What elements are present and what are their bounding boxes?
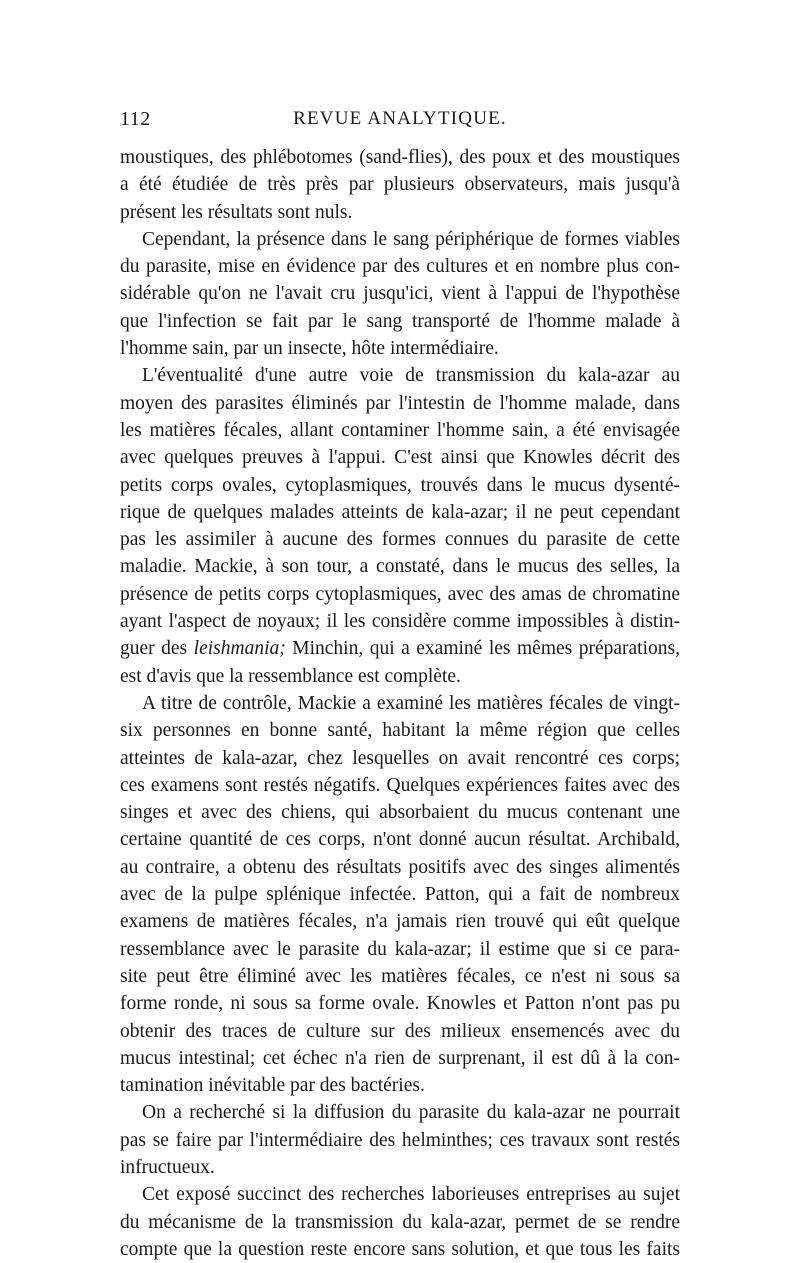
text-line: L'éventualité d'une autre voie de transmission du kala-azar au [142,365,680,387]
text-line: que l'infection se fait par le sang transporté de l'homme malade à [120,310,680,332]
page-header [120,108,680,138]
body-text [120,144,680,1263]
text-line: six personnes en bonne santé, habitant la même région que celles [120,720,680,742]
text-line: moyen des parasites éliminés par l'intestin de l'homme malade, dans [120,392,680,414]
text-line: atteintes de kala-azar, chez lesquelles on avait rencontré ces corps; [120,747,680,769]
text-line: site peut être éliminé avec les matières fécales, ce n'est ni sous sa [120,965,680,987]
text-line: sidérable qu'on ne l'avait cru jusqu'ici, vient à l'appui de l'hypothèse [120,283,680,305]
text-line: du parasite, mise en évidence par des cultures et en nombre plus con- [120,256,680,278]
text-line: pas les assimiler à aucune des formes connues du parasite de cette [120,529,680,551]
text-line: pas se faire par l'intermédiaire des helminthes; ces travaux sont restés [120,1129,680,1151]
text-line: est d'avis que la ressemblance est complète. [120,665,461,687]
text-line-segment: guer des [120,638,194,660]
text-line: ressemblance avec le parasite du kala-azar; il estime que si ce para- [120,938,680,960]
text-line: A titre de contrôle, Mackie a examiné les matières fécales de vingt- [142,692,680,714]
text-line: certaine quantité de ces corps, n'ont donné aucun résultat. Archibald, [120,829,680,851]
text-line: du mécanisme de la transmission du kala-azar, permet de se rendre [120,1211,680,1233]
text-line: a été étudiée de très près par plusieurs observateurs, mais jusqu'à [120,174,680,196]
text-line: avec quelques preuves à l'appui. C'est ainsi que Knowles décrit des [120,447,680,469]
text-line: compte que la question reste encore sans solution, et que tous les faits [120,1238,680,1260]
text-line: moustiques, des phlébotomes (sand-flies), des poux et des moustiques [120,147,680,168]
running-title: REVUE ANALYTIQUE. [293,108,507,129]
text-line: mucus intestinal; cet échec n'a rien de surprenant, il est dû à la con- [120,1047,680,1069]
text-line: infructueux. [120,1156,215,1178]
text-line: ces examens sont restés négatifs. Quelques expériences faites avec des [120,774,680,796]
text-line: l'homme sain, par un insecte, hôte intermédiaire. [120,338,499,360]
text-line: singes et avec des chiens, qui absorbaient du mucus contenant une [120,802,680,824]
text-line: tamination inévitable par des bactéries. [120,1075,425,1097]
page-number: 112 [120,108,151,130]
text-line: maladie. Mackie, à son tour, a constaté, dans le mucus des selles, la [120,556,680,578]
text-line: Cependant, la présence dans le sang périphérique de formes viables [142,228,680,250]
text-line: Cet exposé succinct des recherches laborieuses entreprises au sujet [142,1184,680,1206]
text-line: présent les résultats sont nuls. [120,201,353,223]
text-line: obtenir des traces de culture sur des milieux ensemencés avec du [120,1020,680,1042]
text-line: présence de petits corps cytoplasmiques, avec des amas de chromatine [120,583,680,605]
text-line: avec de la pulpe splénique infectée. Patton, qui a fait de nombreux [120,884,680,906]
text-line: examens de matières fécales, n'a jamais rien trouvé qui eût quelque [120,911,680,933]
text-line: petits corps ovales, cytoplasmiques, trouvés dans le mucus dysenté- [120,474,680,496]
text-line: rique de quelques malades atteints de kala-azar; il ne peut cependant [120,501,680,523]
text-line: au contraire, a obtenu des résultats positifs avec des singes alimentés [120,856,680,878]
text-line: On a recherché si la diffusion du parasite du kala-azar ne pourrait [142,1102,680,1124]
text-line [120,635,680,662]
text-line: ayant l'aspect de noyaux; il les considère comme impossibles à distin- [120,611,680,633]
text-line: les matières fécales, allant contaminer l'homme sain, a été envisagée [120,419,680,441]
text-line-segment: Minchin, qui a examiné les mêmes préparations, [285,638,680,660]
italic-term: leishmania; [193,638,286,660]
text-line: forme ronde, ni sous sa forme ovale. Knowles et Patton n'ont pas pu [120,993,680,1015]
